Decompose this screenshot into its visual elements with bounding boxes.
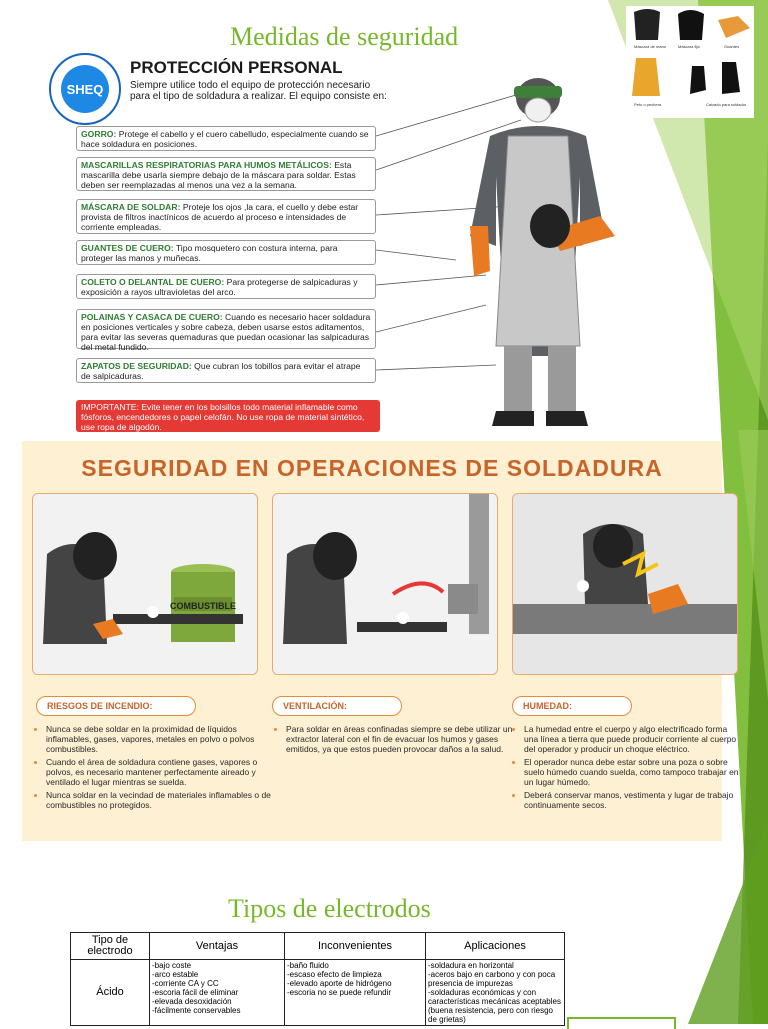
- gear-label: Guantes: [724, 44, 740, 49]
- panel-title-humidity: HUMEDAD:: [512, 696, 632, 716]
- fire-risk-scene: [33, 494, 257, 674]
- panel-fire-risk-illustration: [32, 493, 258, 675]
- sheq-logo-text: SHEQ: [66, 82, 104, 97]
- item-polainas: [76, 309, 376, 352]
- column-header: Inconvenientes: [285, 933, 426, 960]
- item-desc: Para protegerse de salpicaduras y exposición a rayos ultravioletas del arco.: [81, 277, 358, 297]
- list-item: • Para soldar en áreas confinadas siempre se debe utilizar un extractor lateral con el fin de evacuar los humos y gases emitidos, ya que estos pueden provocar daños a la salud.: [286, 724, 516, 754]
- list-item: • Deberá conservar manos, vestimenta y lugar de trabajo continuamente secos.: [524, 790, 742, 810]
- item-mascarillas: [76, 157, 376, 191]
- item-mascara-soldar: [76, 199, 376, 234]
- item-name: COLETO O DELANTAL DE CUERO:: [81, 277, 225, 287]
- protection-intro: Siempre utilice todo el equipo de protección necesario para el tipo de soldadura a realizar. El equipo consiste en:: [130, 80, 387, 102]
- item-desc: Protege el cabello y el cuero cabelludo, especialmente cuando se hace soldadura en posiciones.: [81, 129, 369, 149]
- item-coleto: [76, 274, 376, 299]
- item-name: MASCARILLAS RESPIRATORIAS PARA HUMOS METÁLICOS:: [81, 160, 332, 170]
- slide-title: SEGURIDAD EN OPERACIONES DE SOLDADURA: [81, 455, 663, 481]
- slide-personal-protection: [0, 0, 768, 432]
- item-desc: Proteje los ojos ,la cara, el cuello y debe estar provista de filtros inactínicos de acuerdo al proceso e intensidades de corriente empleadas.: [81, 202, 359, 232]
- gear-label: Máscara fija: [678, 44, 700, 49]
- gear-label: Peto o pechera: [634, 102, 662, 107]
- welder-illustration: [430, 76, 640, 432]
- slide-title: Tipos de electrodos: [228, 894, 431, 923]
- panel-title-ventilation: VENTILACIÓN:: [272, 696, 402, 716]
- column-header: Aplicaciones: [426, 933, 565, 960]
- electrode-table: [70, 932, 565, 1026]
- sheq-logo: [48, 52, 122, 126]
- slide-welding-safety: [22, 441, 739, 841]
- panel-title-fire-risk: RIESGOS DE INCENDIO:: [36, 696, 196, 716]
- item-guantes: [76, 240, 376, 265]
- warning-box: IMPORTANTE: Evite tener en los bolsillos todo material inflamable como fósforos, encendedores o papel celofán. No use ropa de material sintético, use ropa de algodón.: [76, 400, 380, 432]
- item-gorro: [76, 126, 376, 151]
- item-desc: Esta mascarilla debe usarla siempre debajo de la máscara para soldar. Estas deben ser reemplazadas al menos una vez a la semana.: [81, 160, 356, 190]
- list-item: • Cuando el área de soldadura contiene gases, vapores o polvos, es necesario mantener perfectamente aireado y ventilado el lugar mientras se suelda.: [46, 757, 276, 787]
- item-name: POLAINAS Y CASACA DE CUERO:: [81, 312, 223, 322]
- table-cell: -soldadura en horizontal -aceros bajo en carbono y con poca presencia de impurezas -soldaduras económicas y con características mecánicas aceptables (buena resistencia, pero con riesgo de grietas): [426, 960, 565, 1026]
- item-name: GORRO:: [81, 129, 117, 139]
- protection-heading: PROTECCIÓN PERSONAL: [130, 58, 343, 77]
- gear-catalog-image: [626, 6, 754, 118]
- item-name: ZAPATOS DE SEGURIDAD:: [81, 361, 192, 371]
- slide-title: Medidas de seguridad: [230, 22, 459, 51]
- item-name: MÁSCARA DE SOLDAR:: [81, 202, 181, 212]
- decorative-frame: [567, 1017, 676, 1029]
- item-desc: Tipo mosquetero con costura interna, para proteger las manos y muñecas.: [81, 243, 338, 263]
- item-name: GUANTES DE CUERO:: [81, 243, 174, 253]
- list-item: • El operador nunca debe estar sobre una poza o sobre suelo húmedo cuando suelda, como tampoco trabajar en un lugar húmedo.: [524, 757, 742, 787]
- item-zapatos: [76, 358, 376, 383]
- ventilation-bullets: [274, 724, 516, 757]
- table-header-row: [71, 933, 565, 960]
- slide-electrode-types: [0, 870, 768, 1024]
- panel-humidity-illustration: [512, 493, 738, 675]
- column-header: Tipo de electrodo: [71, 933, 150, 960]
- column-header: Ventajas: [150, 933, 285, 960]
- table-cell: -baño fluido -escaso efecto de limpieza -elevado aporte de hidrógeno -escoria no se puede refundir: [285, 960, 426, 1026]
- drum-label: COMBUSTIBLE: [170, 601, 236, 611]
- gear-label: Máscara de mano: [634, 44, 667, 49]
- list-item: • Nunca se debe soldar en la proximidad de líquidos inflamables, gases, vapores, metales en polvo o polvos combustibles.: [46, 724, 276, 754]
- panel-ventilation-illustration: [272, 493, 498, 675]
- humidity-scene: [513, 494, 737, 674]
- item-desc: Cuando es necesario hacer soldadura en posiciones verticales y sobre cabeza, deben usarse estos aditamentos, para evitar las severas quemaduras que puedan ocasionar las salpicaduras del metal fundido.: [81, 312, 371, 352]
- table-row: [71, 960, 565, 1026]
- humidity-bullets: [512, 724, 742, 813]
- fire-risk-bullets: [34, 724, 276, 813]
- item-desc: Que cubran los tobillos para evitar el atrape de salpicaduras.: [81, 361, 361, 381]
- table-cell: -bajo coste -arco estable -corriente CA y CC -escoria fácil de eliminar -elevada desoxidación -fácilmente conservables: [150, 960, 285, 1026]
- gear-label: Calzado para soldador: [706, 102, 747, 107]
- ventilation-scene: [273, 494, 497, 674]
- table-cell: Ácido: [71, 960, 150, 1026]
- list-item: • La humedad entre el cuerpo y algo electrificado forma una línea a tierra que puede producir corriente al cuerpo del operador y producir un choque eléctrico.: [524, 724, 742, 754]
- list-item: • Nunca soldar en la vecindad de materiales inflamables o de combustibles no protegidos.: [46, 790, 276, 810]
